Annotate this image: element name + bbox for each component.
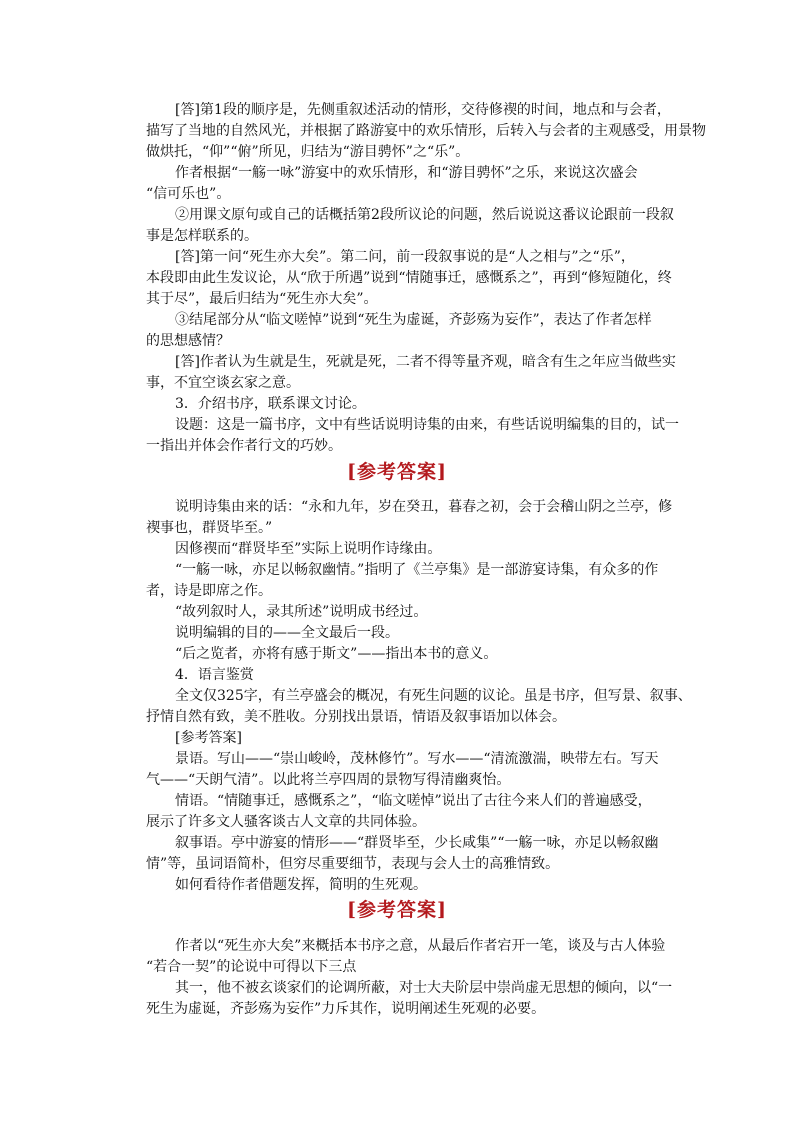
text-line: 一指出并体会作者行文的巧妙。: [146, 438, 342, 454]
text-line: 作者根据“一觞一咏”游宴中的欢乐情形，和“游目骋怀”之乐，来说这次盛会: [175, 165, 638, 181]
text-line: 气——“天朗气清”。以此将兰亭四周的景物写得清幽爽怡。: [146, 772, 511, 788]
text-line: 设题：这是一篇书序，文中有些话说明诗集的由来，有些话说明编集的目的，试一: [175, 417, 679, 433]
text-line: 其于尽”，最后归结为“死生亦大矣”。: [146, 291, 378, 307]
text-line: 其一，他不被玄谈家们的论调所蔽，对士大夫阶层中崇尚虚无思想的倾向，以“一: [175, 980, 673, 996]
text-line: 展示了许多文人骚客谈古人文章的共同体验。: [146, 814, 426, 830]
text-line: ②用课文原句或自己的话概括第2段所议论的问题，然后说说这番议论跟前一段叙: [175, 207, 674, 223]
text-line: 者，诗是即席之作。: [146, 583, 272, 599]
text-line: “若合一契”的论说中可得以下三点: [146, 959, 357, 975]
text-line: 说明诗集由来的话：“永和九年，岁在癸丑，暮春之初，会于会稽山阴之兰亭，修: [175, 499, 673, 515]
text-line: 4．语言鉴赏: [175, 667, 254, 683]
answer-heading: [参考答案]: [347, 899, 447, 921]
text-line: 死生为虚诞，齐彭殇为妄作”力斥其作，说明阐述生死观的必要。: [146, 1001, 546, 1017]
text-line: 全文仅325字，有兰亭盛会的概况，有死生问题的议论。虽是书序，但写景、叙事、: [175, 688, 692, 704]
text-line: “故列叙时人，录其所述”说明成书经过。: [175, 604, 428, 620]
text-line: 作者以“死生亦大矣”来概括本书序之意，从最后作者宕开一笔，谈及与古人体验: [175, 938, 666, 954]
text-line: [参考答案]: [175, 730, 242, 746]
text-line: 事是怎样联系的。: [146, 228, 258, 244]
text-line: 禊事也，群贤毕至。”: [146, 520, 273, 536]
text-line: 说明编辑的目的——全文最后一段。: [175, 625, 399, 641]
text-line: 叙事语。亭中游宴的情形——“群贤毕至，少长咸集”“一觞一咏，亦足以畅叙幽: [175, 835, 659, 851]
text-line: “信可乐也”。: [146, 186, 231, 202]
text-line: 做烘托，“仰”“俯”所见，归结为“游目骋怀”之“乐”。: [146, 144, 470, 160]
text-line: [答]第一问“死生亦大矣”。第二问，前一段叙事说的是“人之相与”之“乐”，: [175, 249, 635, 265]
text-line: 3．介绍书序，联系课文讨论。: [175, 396, 366, 412]
text-line: 情”等，虽词语简朴，但穷尽重要细节，表现与会人士的高雅情致。: [146, 856, 560, 872]
text-line: “一觞一咏，亦足以畅叙幽情。”指明了《兰亭集》是一部游宴诗集，有众多的作: [175, 562, 659, 578]
text-line: 描写了当地的自然风光，并根据了路游宴中的欢乐情形，后转入与会者的主观感受，用景物: [146, 123, 706, 139]
text-line: 抒情自然有致，美不胜收。分别找出景语，情语及叙事语加以体会。: [146, 709, 566, 725]
text-line: ③结尾部分从“临文嗟悼”说到“死生为虚诞，齐彭殇为妄作”，表达了作者怎样: [175, 312, 652, 328]
text-line: 景语。写山——“崇山峻岭，茂林修竹”。写水——“清流激湍，映带左右。写天: [175, 751, 659, 767]
text-line: [答]第1段的顺序是，先侧重叙述活动的情形，交待修禊的时间，地点和与会者，: [175, 102, 671, 118]
text-line: “后之览者，亦将有感于斯文”——指出本书的意义。: [175, 646, 498, 662]
text-line: 情语。“情随事迁，感慨系之”，“临文嗟悼”说出了古往今来人们的普遍感受，: [175, 793, 652, 809]
answer-heading: [参考答案]: [347, 461, 447, 483]
text-line: 事，不宜空谈玄家之意。: [146, 375, 300, 391]
text-line: 本段即由此生发议论，从“欣于所遇”说到“情随事迁，感慨系之”，再到“修短随化，终: [146, 270, 672, 286]
text-line: 因修禊而“群贤毕至”实际上说明作诗缘由。: [175, 541, 442, 557]
text-line: [答]作者认为生就是生，死就是死，二者不得等量齐观，暗含有生之年应当做些实: [175, 354, 676, 370]
text-line: 如何看待作者借题发挥，简明的生死观。: [175, 877, 427, 893]
text-line: 的思想感情？: [146, 333, 230, 349]
